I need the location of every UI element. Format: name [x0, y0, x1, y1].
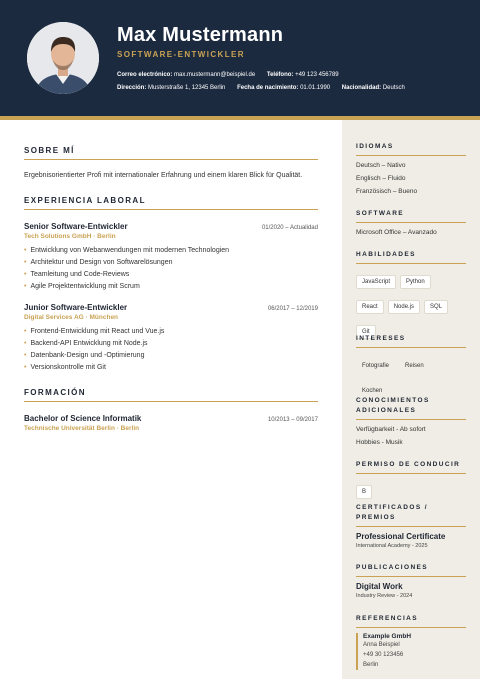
degree-title: Bachelor of Science Informatik — [24, 414, 142, 423]
certificate-detail: International Academy - 2025 — [356, 543, 428, 549]
avatar — [27, 22, 99, 94]
section-title-experience: EXPERIENCIA LABORAL — [24, 196, 318, 210]
list-item: • Datenbank-Design und -Optimierung — [24, 350, 318, 362]
section-title-education: FORMACIÓN — [24, 388, 318, 402]
job-date: 06/2017 – 12/2019 — [267, 306, 318, 312]
interest-tag: Fotografie — [362, 363, 390, 369]
sidebar-interests — [356, 334, 466, 404]
section-title-software: SOFTWARE — [356, 209, 466, 223]
reference-person: Anna Beispiel — [363, 642, 400, 648]
job-role: SOFTWARE-ENTWICKLER — [117, 50, 245, 59]
job-company: Digital Services AG · München — [24, 314, 119, 321]
skill-tag: SQL — [424, 300, 448, 314]
job-bullets — [24, 245, 318, 293]
list-item: • Backend-API Entwicklung mit Node.js — [24, 338, 318, 350]
additional-item: Hobbies - Musik — [356, 439, 403, 446]
nationality-value: Deutsch — [382, 85, 405, 91]
job-date: 01/2020 – Actualidad — [261, 225, 318, 231]
skill-tag: Node.js — [388, 300, 420, 314]
language-item: Deutsch – Nativo — [356, 162, 406, 169]
list-item: • Agile Projektentwicklung mit Scrum — [24, 281, 318, 293]
skill-tag: Git — [356, 325, 376, 339]
section-title-references: REFERENCIAS — [356, 614, 466, 628]
address-label: Dirección: — [117, 85, 147, 91]
sidebar-publications — [356, 563, 466, 599]
birth-value: 01.01.1990 — [300, 85, 331, 91]
email-label: Correo electrónico: — [117, 72, 173, 78]
reference-city: Berlin — [363, 662, 379, 668]
job-title: Junior Software-Entwickler — [24, 303, 128, 312]
list-item: • Frontend-Entwicklung mit React und Vue.js — [24, 326, 318, 338]
sidebar-references — [356, 614, 466, 670]
sidebar-license — [356, 460, 466, 505]
job-entry — [24, 303, 318, 374]
section-title-certificates: CERTIFICADOS / PREMIOS — [356, 503, 466, 527]
additional-item: Verfügbarkeit - Ab sofort — [356, 426, 426, 433]
section-title-interests: INTERESES — [356, 334, 466, 348]
main-column — [24, 120, 318, 432]
sidebar — [342, 120, 480, 679]
job-entry — [24, 222, 318, 293]
education-entry — [24, 414, 318, 432]
certificate-name: Professional Certificate — [356, 532, 446, 541]
job-company: Tech Solutions GmbH · Berlin — [24, 233, 116, 240]
interest-tag: Reisen — [405, 363, 424, 369]
list-item: • Entwicklung von Webanwendungen mit modernen Technologien — [24, 245, 318, 257]
sidebar-skills — [356, 250, 466, 345]
address-value: Musterstraße 1, 12345 Berlin — [148, 85, 226, 91]
skill-tag: React — [356, 300, 384, 314]
email-value[interactable]: max.mustermann@beispiel.de — [174, 72, 256, 78]
section-title-skills: HABILIDADES — [356, 250, 466, 264]
interest-tag: Kochen — [362, 388, 383, 394]
sidebar-certificates — [356, 503, 466, 549]
job-title: Senior Software-Entwickler — [24, 222, 128, 231]
section-title-publications: PUBLICACIONES — [356, 563, 466, 577]
education-date: 10/2013 – 09/2017 — [267, 417, 318, 423]
language-item: Französisch – Bueno — [356, 188, 418, 195]
nationality-label: Nacionalidad: — [341, 85, 382, 91]
sidebar-languages — [356, 142, 466, 198]
reference-card — [356, 633, 466, 670]
contact-line-2 — [117, 85, 415, 91]
license-tag: B — [356, 485, 372, 499]
skill-tag: JavaScript — [356, 275, 396, 289]
birth-label: Fecha de nacimiento: — [237, 85, 299, 91]
sidebar-additional — [356, 396, 466, 449]
about-text: Ergebnisorientierter Profi mit internationaler Erfahrung und einem klaren Blick für Qualität. — [24, 172, 303, 179]
list-item: • Versionskontrolle mit Git — [24, 362, 318, 374]
section-title-languages: IDIOMAS — [356, 142, 466, 156]
skill-tag: Python — [400, 275, 431, 289]
job-bullets — [24, 326, 318, 374]
sidebar-software — [356, 209, 466, 239]
publication-detail: Industry Review - 2024 — [356, 593, 413, 599]
full-name: Max Mustermann — [117, 24, 284, 46]
school-name: Technische Universität Berlin · Berlin — [24, 425, 140, 432]
software-item: Microsoft Office – Avanzado — [356, 229, 437, 236]
section-title-about: SOBRE MÍ — [24, 146, 318, 160]
phone-label: Teléfono: — [266, 72, 294, 78]
reference-phone[interactable]: +49 30 123456 — [363, 652, 404, 658]
list-item: • Teamleitung und Code-Reviews — [24, 269, 318, 281]
section-title-license: PERMISO DE CONDUCIR — [356, 460, 466, 474]
language-item: Englisch – Fluido — [356, 175, 406, 182]
publication-name: Digital Work — [356, 582, 403, 591]
section-title-additional: CONOCIMIENTOS ADICIONALES — [356, 396, 466, 420]
list-item: • Architektur und Design von Softwarelösungen — [24, 257, 318, 269]
phone-value[interactable]: +49 123 456789 — [295, 72, 339, 78]
header — [0, 0, 480, 116]
reference-company: Example GmbH — [363, 633, 412, 640]
contact-line-1 — [117, 72, 349, 78]
